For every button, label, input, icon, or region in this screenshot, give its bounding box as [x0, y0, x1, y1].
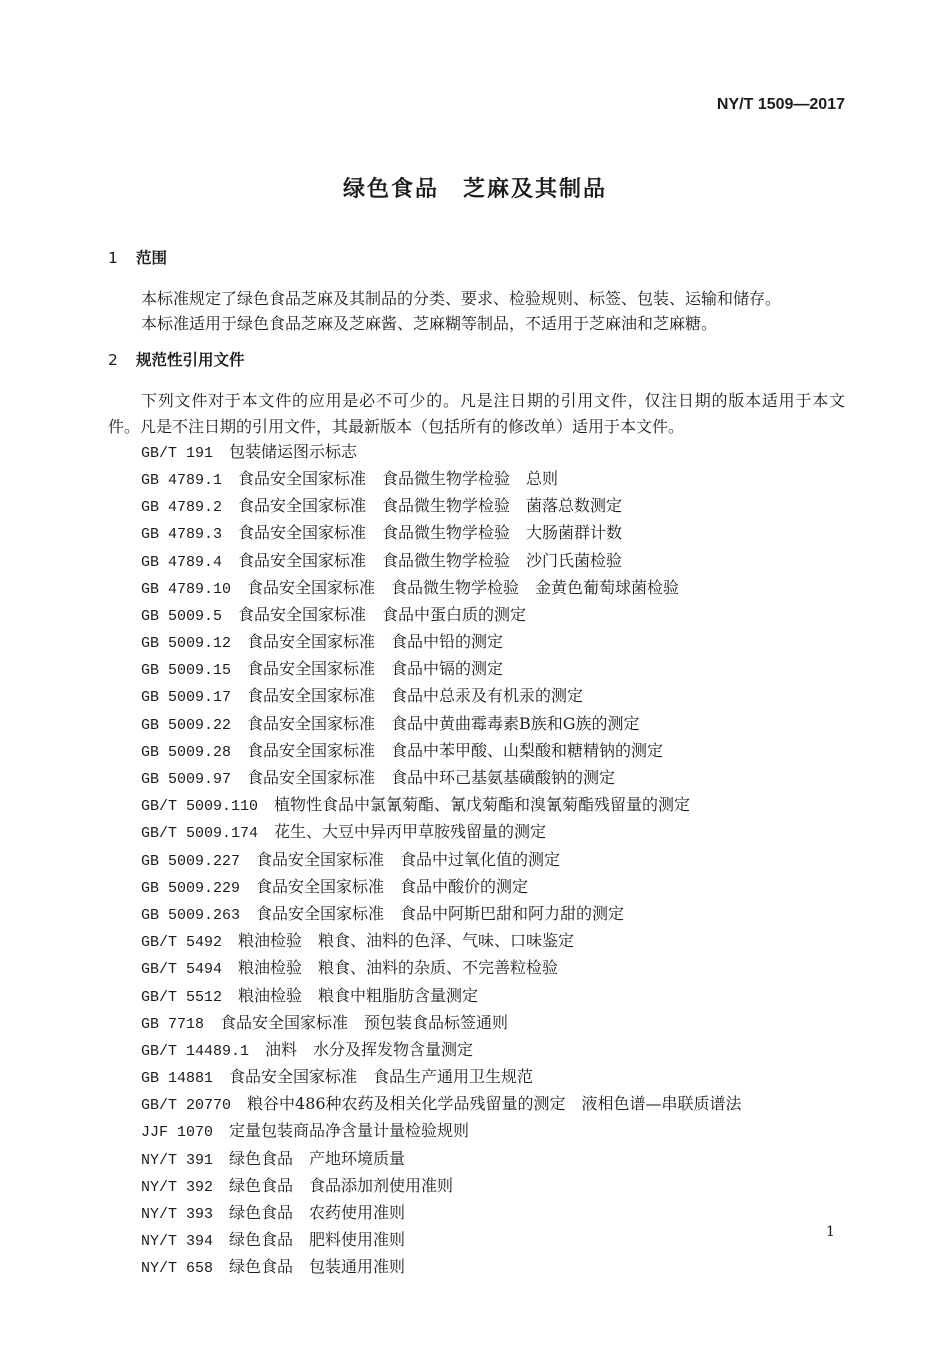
reference-item [108, 1064, 845, 1091]
reference-code: GB 14881 [141, 1070, 214, 1088]
reference-title: 食品安全国家标准 食品中总汞及有机汞的测定 [247, 686, 584, 706]
reference-list [108, 439, 845, 1282]
reference-title: 定量包装商品净含量计量检验规则 [229, 1121, 470, 1141]
reference-title: 绿色食品 产地环境质量 [229, 1148, 406, 1168]
reference-item [108, 1200, 845, 1227]
reference-title: 绿色食品 包装通用准则 [229, 1257, 406, 1277]
paragraph-line: 件。凡是不注日期的引用文件，其最新版本（包括所有的修改单）适用于本文件。 [108, 416, 685, 436]
reference-code: GB 5009.28 [141, 743, 232, 761]
reference-title: 食品安全国家标准 食品中蛋白质的测定 [238, 604, 527, 624]
reference-code: GB 5009.227 [141, 852, 241, 870]
reference-title: 油料 水分及挥发物含量测定 [265, 1039, 474, 1059]
reference-item [108, 983, 845, 1010]
section-body-normative-references [108, 388, 845, 1281]
standard-code-header: NY/T 1509—2017 [716, 96, 845, 113]
reference-title: 食品安全国家标准 食品微生物学检验 菌落总数测定 [238, 496, 623, 516]
reference-item [108, 1010, 845, 1037]
reference-title: 粮谷中486种农药及相关化学品残留量的测定 液相色谱—串联质谱法 [247, 1094, 742, 1114]
reference-code: GB 5009.22 [141, 716, 232, 734]
reference-item [108, 520, 845, 547]
reference-code: GB 5009.263 [141, 906, 241, 924]
reference-item [108, 928, 845, 955]
paragraph: 本标准适用于绿色食品芝麻及芝麻酱、芝麻糊等制品，不适用于芝麻油和芝麻糖。 [141, 313, 718, 333]
reference-code: GB 4789.4 [141, 553, 223, 571]
reference-code: GB 5009.97 [141, 771, 232, 789]
reference-title: 粮油检验 粮食、油料的杂质、不完善粒检验 [238, 958, 559, 978]
reference-code: GB/T 20770 [141, 1097, 232, 1115]
paragraph-line: 下列文件对于本文件的应用是必不可少的。凡是注日期的引用文件，仅注日期的版本适用于本文 [141, 391, 845, 411]
reference-item [108, 683, 845, 710]
reference-code: NY/T 393 [141, 1206, 214, 1224]
reference-item [108, 1037, 845, 1064]
reference-code: GB 5009.229 [141, 879, 241, 897]
reference-title: 食品安全国家标准 食品中黄曲霉毒素B族和G族的测定 [247, 713, 640, 733]
document-title: 绿色食品 芝麻及其制品 [342, 177, 607, 202]
reference-title: 食品安全国家标准 食品微生物学检验 总则 [238, 468, 559, 488]
reference-code: NY/T 391 [141, 1151, 214, 1169]
reference-title: 花生、大豆中异丙甲草胺残留量的测定 [274, 822, 547, 842]
reference-code: GB 5009.12 [141, 635, 232, 653]
reference-code: GB 5009.5 [141, 607, 223, 625]
reference-item [108, 847, 845, 874]
reference-item [108, 439, 845, 466]
reference-code: GB/T 5009.174 [141, 825, 259, 843]
reference-code: GB/T 5492 [141, 934, 223, 952]
reference-item [108, 548, 845, 575]
section-title: 范围 [136, 249, 168, 267]
reference-item [108, 1254, 845, 1281]
reference-title: 食品安全国家标准 食品微生物学检验 大肠菌群计数 [238, 523, 623, 543]
reference-item [108, 711, 845, 738]
reference-code: GB 4789.3 [141, 526, 223, 544]
reference-item [108, 819, 845, 846]
reference-title: 食品安全国家标准 食品微生物学检验 沙门氏菌检验 [238, 550, 623, 570]
reference-code: GB/T 5494 [141, 961, 223, 979]
reference-title: 食品安全国家标准 食品微生物学检验 金黄色葡萄球菌检验 [247, 577, 680, 597]
reference-item [108, 575, 845, 602]
reference-title: 绿色食品 食品添加剂使用准则 [229, 1175, 454, 1195]
reference-code: NY/T 392 [141, 1178, 214, 1196]
reference-code: NY/T 658 [141, 1260, 214, 1278]
reference-item [108, 792, 845, 819]
paragraph: 本标准规定了绿色食品芝麻及其制品的分类、要求、检验规则、标签、包装、运输和储存。 [141, 288, 782, 308]
reference-item [108, 466, 845, 493]
reference-title: 粮油检验 粮食、油料的色泽、气味、口味鉴定 [238, 931, 575, 951]
reference-title: 绿色食品 农药使用准则 [229, 1203, 406, 1223]
reference-title: 食品安全国家标准 食品中镉的测定 [247, 659, 504, 679]
section-number: 2 [108, 351, 118, 369]
reference-item [108, 1173, 845, 1200]
reference-title: 绿色食品 肥料使用准则 [229, 1230, 406, 1250]
reference-item [108, 738, 845, 765]
reference-title: 食品安全国家标准 预包装食品标签通则 [220, 1012, 509, 1032]
reference-item [108, 602, 845, 629]
reference-code: GB/T 14489.1 [141, 1042, 250, 1060]
reference-title: 食品安全国家标准 食品中过氧化值的测定 [256, 849, 561, 869]
page-number: 1 [826, 1224, 835, 1240]
reference-item [108, 493, 845, 520]
reference-item [108, 1091, 845, 1118]
reference-item [108, 1146, 845, 1173]
reference-title: 食品安全国家标准 食品中铅的测定 [247, 632, 504, 652]
reference-code: NY/T 394 [141, 1233, 214, 1251]
reference-item [108, 901, 845, 928]
reference-code: GB 7718 [141, 1015, 205, 1033]
reference-code: GB 5009.17 [141, 689, 232, 707]
reference-item [108, 656, 845, 683]
section-number: 1 [108, 249, 118, 267]
reference-code: JJF 1070 [141, 1124, 214, 1142]
section-title: 规范性引用文件 [136, 351, 245, 369]
reference-title: 食品安全国家标准 食品中酸价的测定 [256, 876, 529, 896]
reference-code: GB 5009.15 [141, 662, 232, 680]
reference-title: 植物性食品中氯氰菊酯、氰戊菊酯和溴氰菊酯残留量的测定 [274, 795, 691, 815]
reference-item [108, 629, 845, 656]
reference-title: 粮油检验 粮食中粗脂肪含量测定 [238, 985, 479, 1005]
reference-title: 食品安全国家标准 食品中阿斯巴甜和阿力甜的测定 [256, 903, 625, 923]
section-body-scope [108, 286, 845, 336]
reference-item [108, 874, 845, 901]
reference-item [108, 765, 845, 792]
reference-code: GB 4789.10 [141, 580, 232, 598]
reference-title: 包装储运图示标志 [229, 441, 358, 461]
reference-code: GB/T 191 [141, 444, 214, 462]
reference-code: GB/T 5009.110 [141, 798, 259, 816]
reference-item [108, 1227, 845, 1254]
section-heading-scope [108, 246, 167, 270]
reference-title: 食品安全国家标准 食品中环己基氨基磺酸钠的测定 [247, 768, 616, 788]
reference-title: 食品安全国家标准 食品生产通用卫生规范 [229, 1067, 534, 1087]
reference-code: GB 4789.2 [141, 499, 223, 517]
section-heading-normative-references [108, 348, 245, 372]
reference-code: GB 4789.1 [141, 471, 223, 489]
reference-code: GB/T 5512 [141, 988, 223, 1006]
reference-title: 食品安全国家标准 食品中苯甲酸、山梨酸和糖精钠的测定 [247, 740, 664, 760]
reference-item [108, 1118, 845, 1145]
reference-item [108, 955, 845, 982]
